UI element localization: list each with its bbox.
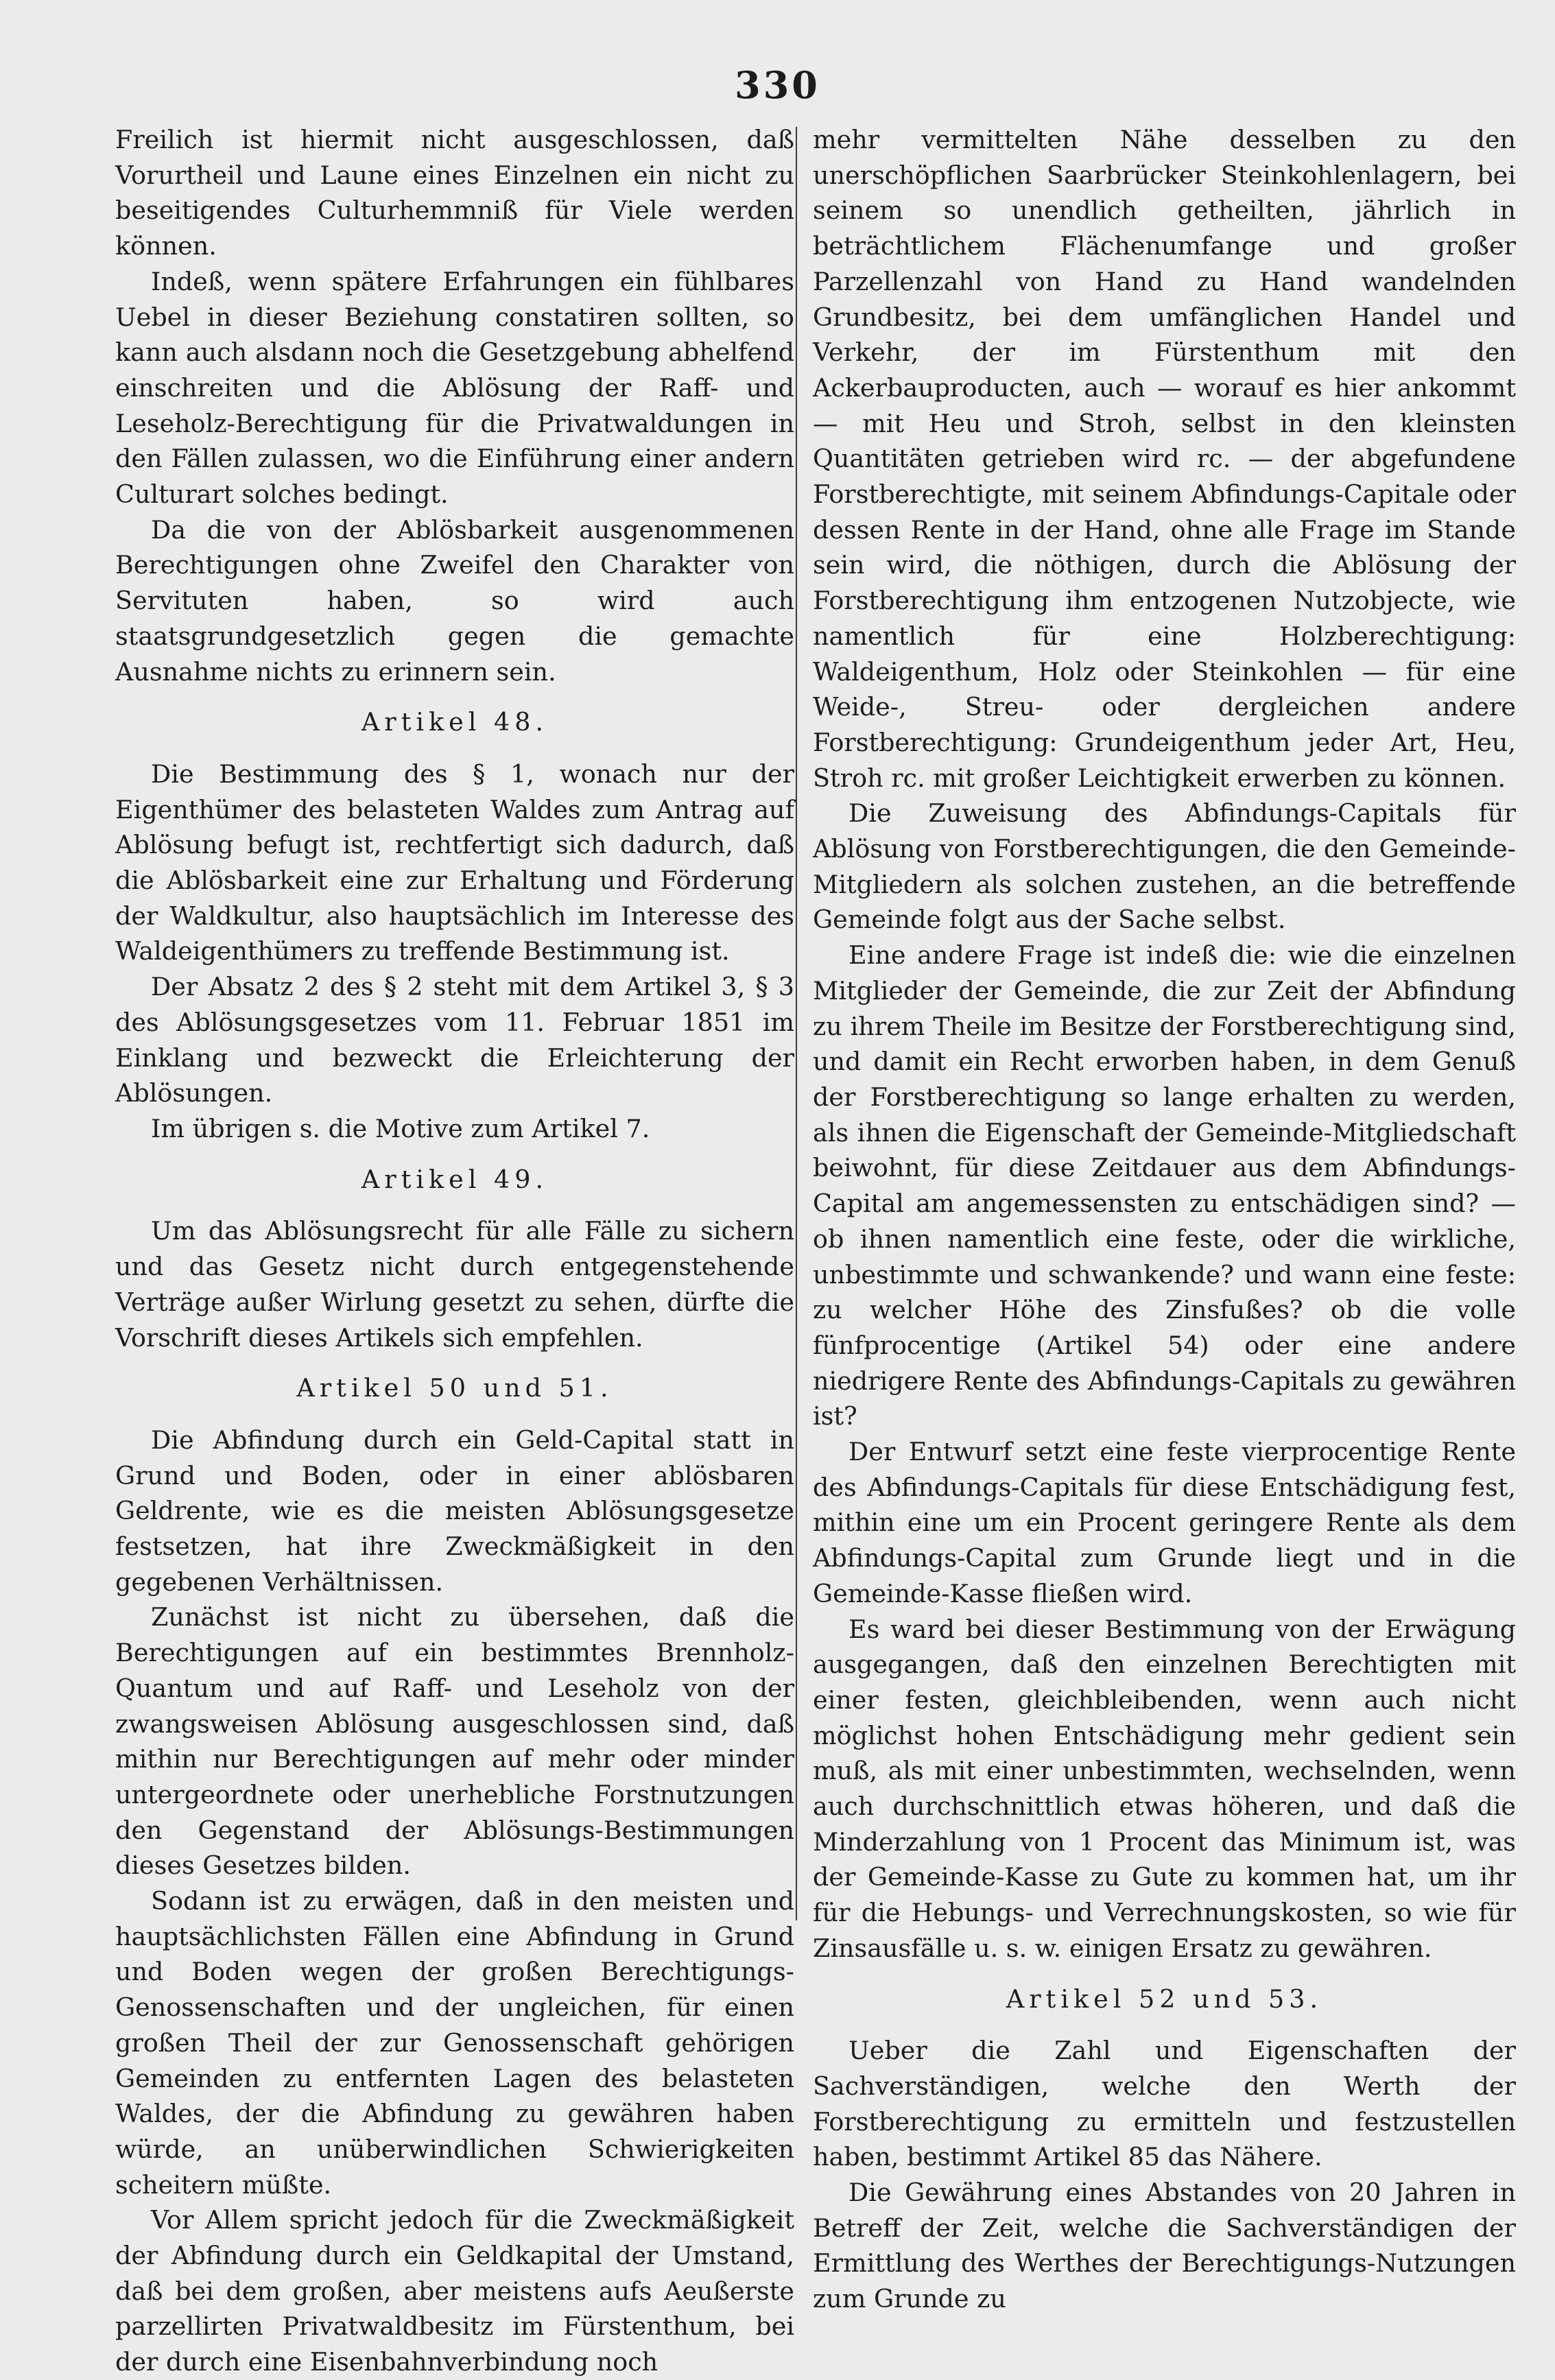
page-number: 330 [735, 63, 820, 107]
paragraph: Vor Allem spricht jedoch für die Zweckmäßigkeit der Abfindung durch ein Geldkapital der Umstand, daß bei dem großen, aber meistens aufs Aeußerste parzellirten Privatwaldbesitz im Fürstenthum, bei der durch eine Eisenbahnverbindung noch [115, 2205, 794, 2377]
paragraph: Zunächst ist nicht zu übersehen, daß die Berechtigungen auf ein bestimmtes Brennholz-Quantum und auf Raff- und Leseholz von der zwangsweisen Ablösung ausgeschlossen sind, daß mithin nur Berechtigungen auf mehr oder minder untergeordnete oder unerhebliche Forstnutzungen den Gegenstand der Ablösungs-Bestimmungen dieses Gesetzes bilden. [115, 1602, 794, 1881]
right-column [813, 122, 1516, 2317]
paragraph: Indeß, wenn spätere Erfahrungen ein fühlbares Uebel in dieser Beziehung constatiren sollten, so kann auch alsdann noch die Gesetzgebung abhelfend einschreiten und die Ablösung der Raff- und Leseholz-Berechtigung für die Privatwaldungen in den Fällen zulassen, wo die Einführung einer andern Culturart solches bedingt. [115, 266, 794, 510]
paragraph: Sodann ist zu erwägen, daß in den meisten und hauptsächlichsten Fällen eine Abfindung in Grund und Boden wegen der großen Berechtigungs-Genossenschaften und der ungleichen, für einen großen Theil der zur Genossenschaft gehörigen Gemeinden zu entfernten Lagen des belasteten Waldes, der die Abfindung zu gewähren haben würde, an unüberwindlichen Schwierigkeiten scheitern müßte. [115, 1886, 794, 2200]
section-heading: Artikel 50 und 51. [296, 1373, 613, 1403]
paragraph: Es ward bei dieser Bestimmung von der Erwägung ausgegangen, daß den einzelnen Berechtigten mit einer festen, gleichbleibenden, wenn auch nicht möglichst hohen Entschädigung mehr gedient sein muß, als mit einer unbestimmten, wechselnden, wenn auch durchschnittlich etwas höheren, und daß die Minderzahlung von 1 Procent das Minimum ist, was der Gemeinde-Kasse zu Gute zu kommen hat, um ihr für die Hebungs- und Verrechnungskosten, so wie für Zinsausfälle u. s. w. einigen Ersatz zu gewähren. [813, 1614, 1516, 1963]
section-heading: Artikel 48. [361, 707, 549, 737]
paragraph: Um das Ablösungsrecht für alle Fälle zu sichern und das Gesetz nicht durch entgegenstehende Verträge außer Wirlung gesetzt zu sehen, dürfte die Vorschrift dieses Artikels sich empfehlen. [115, 1216, 794, 1353]
paragraph: Freilich ist hiermit nicht ausgeschlossen, daß Vorurtheil und Laune eines Einzelnen ein nicht zu beseitigendes Culturhemmniß für Viele werden können. [115, 125, 794, 261]
paragraph: Die Gewährung eines Abstandes von 20 Jahren in Betreff der Zeit, welche die Sachverständigen der Ermittlung des Werthes der Berechtigungs-Nutzungen zum Grunde zu [813, 2178, 1516, 2314]
paragraph: Der Absatz 2 des § 2 steht mit dem Artikel 3, § 3 des Ablösungsgesetzes vom 11. Februar 1851 im Einklang und bezweckt die Erleichterung der Ablösungen. [115, 972, 794, 1108]
paragraph: Im übrigen s. die Motive zum Artikel 7. [151, 1113, 650, 1143]
paragraph: mehr vermittelten Nähe desselben zu den unerschöpflichen Saarbrücker Steinkohlenlagern, bei seinem so unendlich getheilten, jährlich in beträchtlichem Flächenumfange und großer Parzellenzahl von Hand zu Hand wandelnden Grundbesitz, bei dem umfänglichen Handel und Verkehr, der im Fürstenthum mit den Ackerbauproducten, auch — worauf es hier ankommt — mit Heu und Stroh, selbst in den kleinsten Quantitäten getrieben wird rc. — der abgefundene Forstberechtigte, mit seinem Abfindungs-Capitale oder dessen Rente in der Hand, ohne alle Frage im Stande sein wird, die nöthigen, durch die Ablösung der Forstberechtigung ihm entzogenen Nutzobjecte, wie namentlich für eine Holzberechtigung: Waldeigenthum, Holz oder Steinkohlen — für eine Weide-, Streu- oder dergleichen andere Forstberechtigung: Grundeigenthum jeder Art, Heu, Stroh rc. mit großer Leichtigkeit erwerben zu können. [813, 125, 1516, 793]
paragraph: Die Abfindung durch ein Geld-Capital statt in Grund und Boden, oder in einer ablösbaren Geldrente, wie es die meisten Ablösungsgesetze festsetzen, hat ihre Zweckmäßigkeit in den gegebenen Verhältnissen. [115, 1425, 794, 1597]
section-heading: Artikel 52 und 53. [1006, 1984, 1323, 2014]
section-heading: Artikel 49. [361, 1164, 549, 1194]
paragraph: Die Zuweisung des Abfindungs-Capitals für Ablösung von Forstberechtigungen, die den Gemeinde-Mitgliedern als solchen zustehen, an die betreffende Gemeinde folgt aus der Sache selbst. [813, 798, 1516, 935]
paragraph: Der Entwurf setzt eine feste vierprocentige Rente des Abfindungs-Capitals für diese Entschädigung fest, mithin eine um ein Procent geringere Rente als dem Abfindungs-Capital zum Grunde liegt und in die Gemeinde-Kasse fließen wird. [813, 1437, 1516, 1608]
left-column [115, 122, 794, 2380]
paragraph: Da die von der Ablösbarkeit ausgenommenen Berechtigungen ohne Zweifel den Charakter von Servituten haben, so wird auch staatsgrundgesetzlich gegen die gemachte Ausnahme nichts zu erinnern sein. [115, 514, 794, 687]
column-divider [796, 127, 797, 1920]
paragraph: Ueber die Zahl und Eigenschaften der Sachverständigen, welche den Werth der Forstberechtigung zu ermitteln und festzustellen haben, bestimmt Artikel 85 das Nähere. [813, 2036, 1516, 2172]
paragraph: Die Bestimmung des § 1, wonach nur der Eigenthümer des belasteten Waldes zum Antrag auf Ablösung befugt ist, rechtfertigt sich dadurch, daß die Ablösbarkeit eine zur Erhaltung und Förderung der Waldkultur, also hauptsächlich im Interesse des Waldeigenthümers zu treffende Bestimmung ist. [115, 759, 794, 966]
paragraph: Eine andere Frage ist indeß die: wie die einzelnen Mitglieder der Gemeinde, die zur Zeit der Abfindung zu ihrem Theile im Besitze der Forstberechtigung sind, und damit ein Recht erworben haben, in dem Genuß der Forstberechtigung so lange erhalten zu werden, als ihnen die Eigenschaft der Gemeinde-Mitgliedschaft beiwohnt, für diese Zeitdauer aus dem Abfindungs-Capital am angemessensten zu entschädigen sind? — ob ihnen namentlich eine feste, oder die wirkliche, unbestimmte und schwankende? und wann eine feste: zu welcher Höhe des Zinsfußes? ob die volle fünfprocentige (Artikel 54) oder eine andere niedrigere Rente des Abfindungs-Capitals zu gewähren ist? [813, 940, 1516, 1431]
